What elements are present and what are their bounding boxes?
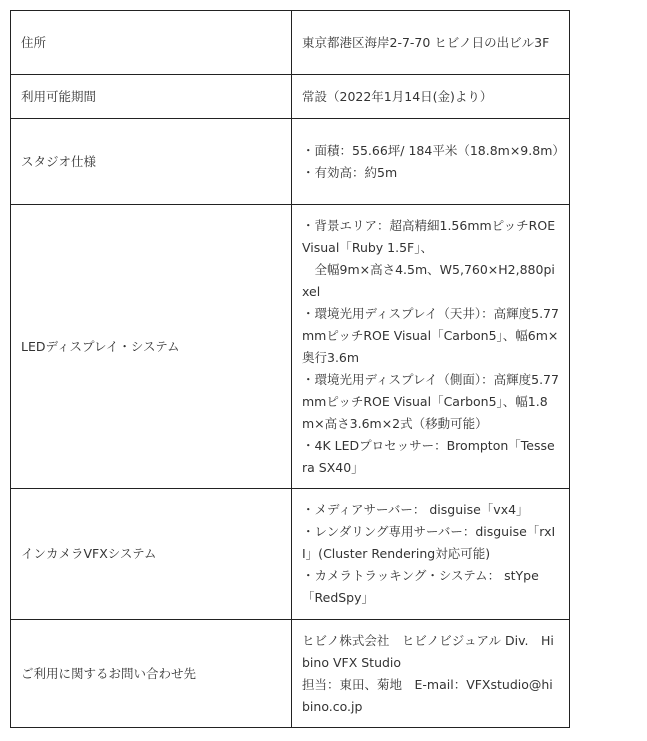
studio-spec-table: [10, 10, 570, 728]
table-row: [11, 620, 570, 728]
value-line: ・メディアサーバー： disguise「vx4」: [302, 502, 529, 517]
value-line: ・面積：55.66坪/ 184平米（18.8m×9.8m）: [302, 142, 565, 158]
value-line: 東京都港区海岸2-7-70 ヒビノ日の出ビル3F: [302, 34, 550, 50]
row-label-contact: ご利用に関するお問い合わせ先: [11, 620, 292, 728]
value-line: ヒビノ株式会社 ヒビノビジュアル Div. Hibino VFX Studio: [302, 632, 554, 670]
row-label-availability: 利用可能期間: [11, 75, 292, 119]
value-line: ・環境光用ディスプレイ（天井）：高輝度5.77mmピッチROE Visual「Carbon5」、幅6m×奥行3.6m: [302, 305, 559, 365]
row-value-address: [292, 11, 570, 75]
table-row: [11, 489, 570, 620]
value-line: ・有効高：約5m: [302, 164, 398, 180]
value-line: ・カメラトラッキング・システム： stYpe「RedSpy」: [302, 568, 539, 605]
row-value-availability: [292, 75, 570, 119]
value-line: 全幅9m×高さ4.5m、W5,760×H2,880pixel: [302, 261, 555, 299]
row-value-led-system: [292, 205, 570, 489]
value-line: 常設（2022年1月14日(金)より）: [302, 88, 493, 104]
table-row: [11, 11, 570, 75]
table-row: [11, 75, 570, 119]
row-label-studio-spec: スタジオ仕様: [11, 119, 292, 205]
value-line: ・レンダリング専用サーバー：disguise「rxII」(Cluster Rendering対応可能): [302, 524, 556, 561]
value-line: ・環境光用ディスプレイ（側面）：高輝度5.77mmピッチROE Visual「Carbon5」、幅1.8m×高さ3.6m×2式（移動可能）: [302, 371, 559, 431]
value-line: 担当：東田、菊地 E-mail：VFXstudio@hibino.co.jp: [302, 676, 553, 714]
row-label-led-system: LEDディスプレイ・システム: [11, 205, 292, 489]
row-value-studio-spec: [292, 119, 570, 205]
row-value-contact: [292, 620, 570, 728]
row-label-incamera-vfx: インカメラVFXシステム: [11, 489, 292, 620]
table-row: [11, 119, 570, 205]
row-label-address: 住所: [11, 11, 292, 75]
value-line: ・背景エリア：超高精細1.56mmピッチROE Visual「Ruby 1.5F」、: [302, 217, 556, 255]
table-row: [11, 205, 570, 489]
value-line: ・4K LEDプロセッサー：Brompton「Tessera SX40」: [302, 437, 555, 475]
row-value-incamera-vfx: [292, 489, 570, 620]
